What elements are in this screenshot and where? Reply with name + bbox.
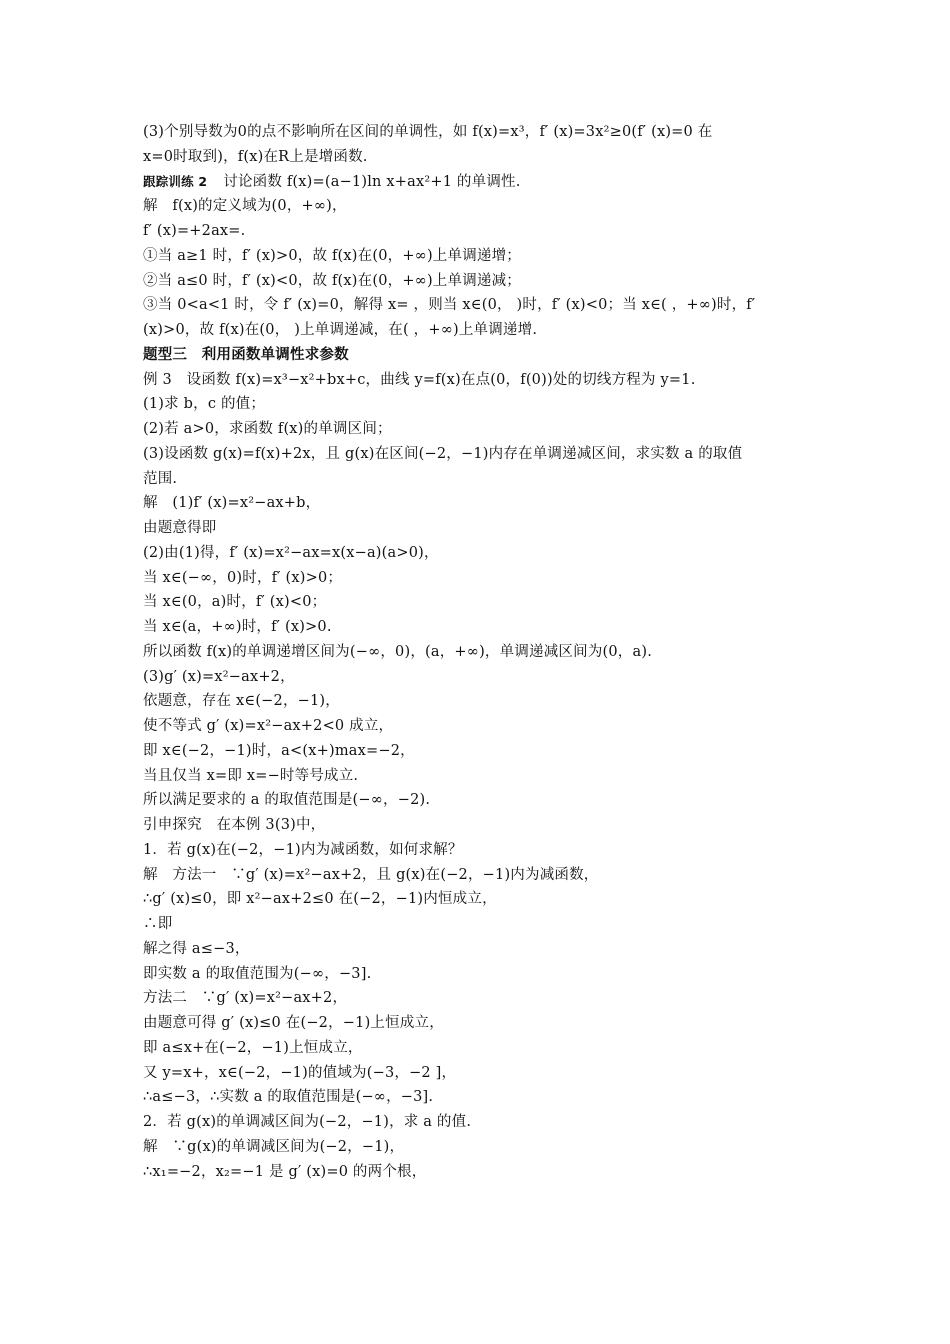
text-line bbox=[143, 318, 823, 343]
text-line bbox=[143, 467, 823, 492]
text-line bbox=[143, 417, 823, 442]
text-line bbox=[143, 665, 823, 690]
text-line bbox=[143, 392, 823, 417]
text-line bbox=[143, 590, 823, 615]
line-text: (3)设函数 g(x)=f(x)+2x，且 g(x)在区间(−2，−1)内存在单调递减区间，求实数 a 的取值 bbox=[143, 445, 743, 462]
line-text: 解 ∵g(x)的单调减区间为(−2，−1)， bbox=[143, 1138, 405, 1155]
text-line bbox=[143, 541, 823, 566]
line-text: 由题意得即 bbox=[143, 520, 217, 536]
line-text: 解之得 a≤−3， bbox=[143, 940, 250, 957]
text-line bbox=[143, 219, 823, 244]
text-line bbox=[143, 1011, 823, 1036]
line-text: 依题意，存在 x∈(−2，−1)， bbox=[143, 693, 340, 710]
text-line bbox=[143, 244, 823, 269]
line-text: ∴g′ (x)≤0，即 x²−ax+2≤0 在(−2，−1)内恒成立， bbox=[143, 891, 497, 908]
text-line bbox=[143, 293, 823, 318]
line-text: ∴a≤−3，∴实数 a 的取值范围是(−∞，−3]. bbox=[143, 1089, 434, 1106]
line-text: 范围. bbox=[143, 470, 178, 487]
line-text: (2)由(1)得，f′ (x)=x²−ax=x(x−a)(a>0)， bbox=[143, 544, 439, 561]
text-line bbox=[143, 194, 823, 219]
section-heading bbox=[143, 343, 823, 368]
line-text: ∴即 bbox=[143, 916, 173, 932]
text-line bbox=[143, 1110, 823, 1135]
line-text: 解 方法一 ∵g′ (x)=x²−ax+2，且 g(x)在(−2，−1)内为减函数， bbox=[143, 866, 599, 883]
line-text: 方法二 ∵g′ (x)=x²−ax+2， bbox=[143, 990, 348, 1007]
text-line bbox=[143, 516, 823, 541]
text-line bbox=[143, 813, 823, 838]
text-line bbox=[143, 566, 823, 591]
line-text: 当且仅当 x=即 x=−时等号成立. bbox=[143, 767, 359, 784]
text-line bbox=[143, 689, 823, 714]
exercise-tag: 跟踪训练 2 bbox=[143, 173, 208, 189]
text-line bbox=[143, 962, 823, 987]
text-line bbox=[143, 170, 823, 195]
line-text: 即 a≤x+在(−2，−1)上恒成立， bbox=[143, 1039, 363, 1056]
line-text: 讨论函数 f(x)=(a−1)ln x+ax²+1 的单调性. bbox=[223, 173, 521, 190]
text-line bbox=[143, 788, 823, 813]
text-line bbox=[143, 120, 823, 145]
line-text: 即实数 a 的取值范围为(−∞，−3]. bbox=[143, 965, 372, 982]
line-text: (3)g′ (x)=x²−ax+2， bbox=[143, 668, 295, 685]
text-line bbox=[143, 269, 823, 294]
line-text: x=0时取到)，f(x)在R上是增函数. bbox=[143, 148, 368, 165]
text-line bbox=[143, 863, 823, 888]
text-line bbox=[143, 145, 823, 170]
text-line bbox=[143, 1061, 823, 1086]
line-text: ∴x₁=−2，x₂=−1 是 g′ (x)=0 的两个根， bbox=[143, 1163, 427, 1180]
text-line bbox=[143, 838, 823, 863]
text-line bbox=[143, 937, 823, 962]
text-line bbox=[143, 1085, 823, 1110]
line-text: 使不等式 g′ (x)=x²−ax+2<0 成立， bbox=[143, 718, 394, 734]
text-line bbox=[143, 1160, 823, 1185]
line-text: (1)求 b，c 的值； bbox=[143, 396, 266, 413]
line-text: 当 x∈(0，a)时，f′ (x)<0； bbox=[143, 594, 327, 611]
line-text: ②当 a≤0 时，f′ (x)<0，故 f(x)在(0，+∞)上单调递减； bbox=[143, 272, 522, 289]
text-line bbox=[143, 887, 823, 912]
text-line bbox=[143, 912, 823, 937]
line-text: (x)>0，故 f(x)在(0， )上单调递减，在( ，+∞)上单调递增. bbox=[143, 322, 538, 338]
line-text: 即 x∈(−2，−1)时，a<(x+)max=−2， bbox=[143, 742, 415, 759]
line-text: ③当 0<a<1 时，令 f′ (x)=0，解得 x= ，则当 x∈(0， )时，f′ (x)<0；当 x∈( ，+∞)时，f′ bbox=[143, 297, 756, 314]
text-line bbox=[143, 739, 823, 764]
text-line bbox=[143, 442, 823, 467]
text-line bbox=[143, 640, 823, 665]
line-text: ①当 a≥1 时，f′ (x)>0，故 f(x)在(0，+∞)上单调递增； bbox=[143, 247, 522, 264]
line-text: 1．若 g(x)在(−2，−1)内为减函数，如何求解？ bbox=[143, 841, 463, 858]
document-body bbox=[143, 120, 823, 1184]
line-text: 解 (1)f′ (x)=x²−ax+b， bbox=[143, 495, 321, 512]
line-text: f′ (x)=+2ax=. bbox=[143, 223, 246, 239]
text-line bbox=[143, 368, 823, 393]
text-line bbox=[143, 764, 823, 789]
line-text: 当 x∈(−∞，0)时，f′ (x)>0； bbox=[143, 569, 343, 586]
line-text: 所以满足要求的 a 的取值范围是(−∞，−2). bbox=[143, 792, 431, 809]
line-text: 题型三 利用函数单调性求参数 bbox=[143, 346, 349, 363]
text-line bbox=[143, 491, 823, 516]
line-text: 例 3 设函数 f(x)=x³−x²+bx+c，曲线 y=f(x)在点(0，f(0))处的切线方程为 y=1. bbox=[143, 371, 696, 388]
line-text: 又 y=x+，x∈(−2，−1)的值域为(−3，−2 ]， bbox=[143, 1064, 457, 1081]
text-line bbox=[143, 1135, 823, 1160]
line-text: (2)若 a>0，求函数 f(x)的单调区间； bbox=[143, 421, 392, 437]
line-text: 当 x∈(a，+∞)时，f′ (x)>0. bbox=[143, 619, 332, 635]
line-text: 解 f(x)的定义域为(0，+∞)， bbox=[143, 198, 347, 215]
line-text: 由题意可得 g′ (x)≤0 在(−2，−1)上恒成立， bbox=[143, 1015, 444, 1031]
text-line bbox=[143, 1036, 823, 1061]
line-text: 2．若 g(x)的单调减区间为(−2，−1)，求 a 的值. bbox=[143, 1114, 472, 1130]
text-line bbox=[143, 714, 823, 739]
text-line bbox=[143, 615, 823, 640]
text-line bbox=[143, 986, 823, 1011]
line-text: (3)个别导数为0的点不影响所在区间的单调性，如 f(x)=x³，f′ (x)=3x²≥0(f′ (x)=0 在 bbox=[143, 124, 713, 140]
line-text: 所以函数 f(x)的单调递增区间为(−∞，0)，(a，+∞)，单调递减区间为(0，a). bbox=[143, 643, 653, 660]
line-text: 引申探究 在本例 3(3)中， bbox=[143, 817, 326, 833]
